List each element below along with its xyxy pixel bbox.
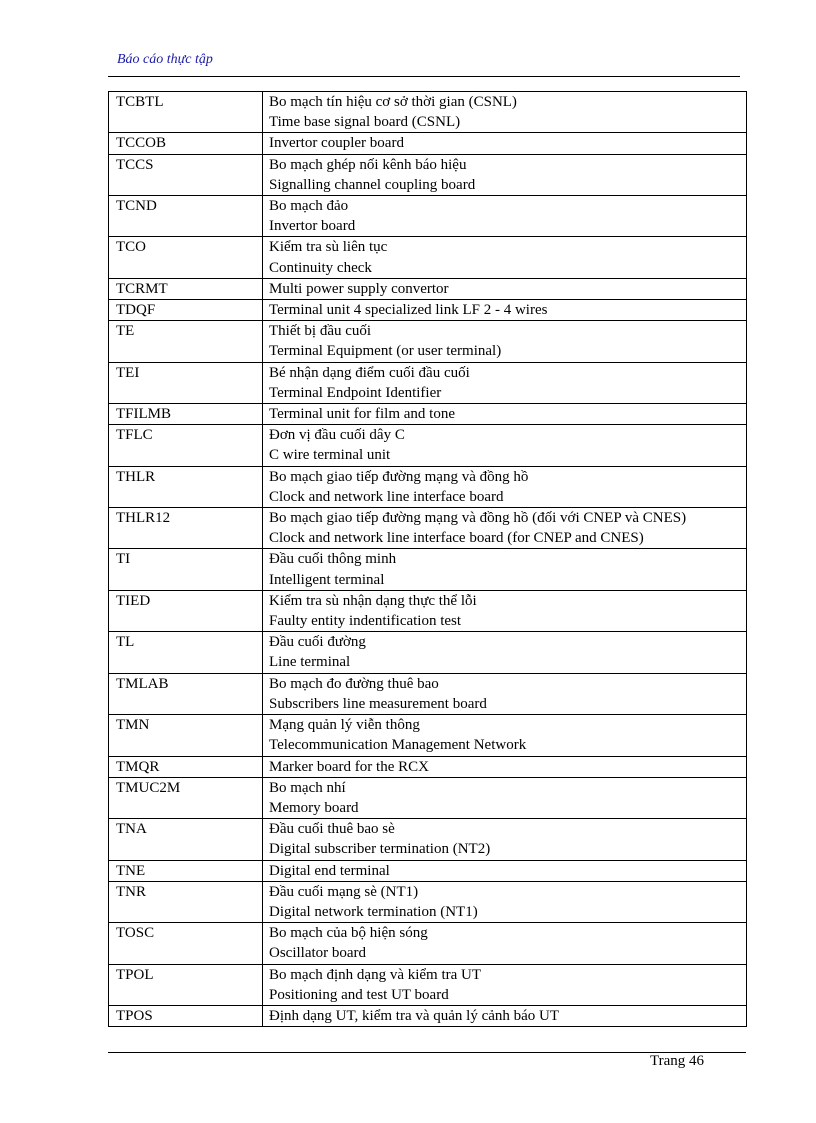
description-cell (263, 92, 747, 133)
abbreviation-cell: TCND (109, 196, 263, 237)
description-cell (263, 362, 747, 403)
table-row (109, 881, 747, 922)
description-line: Bo mạch đảo (269, 198, 349, 215)
description-line: Đầu cuối thông minh (269, 551, 397, 568)
abbreviation-cell: TDQF (109, 300, 263, 321)
description-cell (263, 508, 747, 549)
description-line: Bo mạch nhí (269, 779, 346, 796)
description-line: Subscribers line measurement board (269, 695, 487, 712)
table-row (109, 777, 747, 818)
description-line: Positioning and test UT board (269, 986, 449, 1003)
description-line: Bo mạch của bộ hiện sóng (269, 925, 428, 942)
abbreviation-cell: TCRMT (109, 278, 263, 299)
abbreviation-cell: TL (109, 632, 263, 673)
abbreviation-cell: TEI (109, 362, 263, 403)
description-cell (263, 777, 747, 818)
description-line: Continuity check (269, 259, 372, 276)
description-cell (263, 881, 747, 922)
description-line: Đầu cuối thuê bao sè (269, 821, 395, 838)
description-line: Oscillator board (269, 945, 367, 962)
table-row (109, 590, 747, 631)
description-line: Terminal unit for film and tone (269, 406, 455, 423)
abbreviation-cell: THLR12 (109, 508, 263, 549)
description-line: Invertor board (269, 218, 356, 235)
table-row (109, 404, 747, 425)
table-row (109, 715, 747, 756)
description-line: Signalling channel coupling board (269, 176, 476, 193)
description-cell (263, 133, 747, 154)
table-row (109, 1005, 747, 1026)
description-line: Telecommunication Management Network (269, 737, 527, 754)
description-cell (263, 590, 747, 631)
description-cell (263, 154, 747, 195)
description-line: Đầu cuối đường (269, 634, 366, 651)
abbreviation-cell: TPOL (109, 964, 263, 1005)
description-line: Invertor coupler board (269, 135, 404, 152)
header-title: Báo cáo thực tập (117, 52, 213, 67)
description-line: Mạng quản lý viễn thông (269, 717, 420, 734)
description-cell (263, 278, 747, 299)
table-row (109, 819, 747, 860)
abbreviation-cell: TE (109, 321, 263, 362)
description-line: Intelligent terminal (269, 571, 385, 588)
description-cell (263, 923, 747, 964)
abbreviation-cell: TPOS (109, 1005, 263, 1026)
description-line: Kiểm tra sù nhận dạng thực thể lỗi (269, 592, 477, 609)
table-row (109, 549, 747, 590)
table-row (109, 196, 747, 237)
table-row (109, 133, 747, 154)
abbreviation-cell: THLR (109, 466, 263, 507)
description-line: Multi power supply convertor (269, 280, 449, 297)
description-line: Digital network termination (NT1) (269, 903, 478, 920)
page-number: Trang 46 (650, 1053, 705, 1069)
description-line: Đầu cuối mạng sè (NT1) (269, 883, 419, 900)
description-cell (263, 1005, 747, 1026)
table-row (109, 673, 747, 714)
description-cell (263, 237, 747, 278)
abbreviation-cell: TMQR (109, 756, 263, 777)
description-line: C wire terminal unit (269, 447, 391, 464)
description-line: Time base signal board (CSNL) (269, 114, 461, 131)
abbreviation-cell: TCO (109, 237, 263, 278)
table-row (109, 92, 747, 133)
table-row (109, 278, 747, 299)
description-line: Bé nhận dạng điểm cuối đầu cuối (269, 364, 470, 381)
description-cell (263, 425, 747, 466)
description-cell (263, 466, 747, 507)
description-cell (263, 300, 747, 321)
abbreviation-cell: TMUC2M (109, 777, 263, 818)
description-cell (263, 321, 747, 362)
description-line: Bo mạch định dạng và kiểm tra UT (269, 966, 482, 983)
glossary-table-body (109, 92, 747, 1027)
abbreviation-cell: TMN (109, 715, 263, 756)
table-row (109, 300, 747, 321)
table-row (109, 860, 747, 881)
description-cell (263, 819, 747, 860)
description-line: Digital end terminal (269, 862, 390, 879)
description-line: Terminal unit 4 specialized link LF 2 - 4 wires (269, 302, 548, 319)
table-row (109, 425, 747, 466)
description-line: Faulty entity indentification test (269, 613, 462, 630)
description-cell (263, 196, 747, 237)
description-cell (263, 404, 747, 425)
table-row (109, 321, 747, 362)
glossary-table (108, 91, 747, 1027)
table-row (109, 237, 747, 278)
table-row (109, 964, 747, 1005)
description-line: Kiểm tra sù liên tục (269, 239, 388, 256)
abbreviation-cell: TI (109, 549, 263, 590)
abbreviation-cell: TNR (109, 881, 263, 922)
abbreviation-cell: TNE (109, 860, 263, 881)
description-line: Bo mạch tín hiệu cơ sở thời gian (CSNL) (269, 94, 517, 110)
description-cell (263, 715, 747, 756)
abbreviation-cell: TFLC (109, 425, 263, 466)
abbreviation-cell: TOSC (109, 923, 263, 964)
description-cell (263, 756, 747, 777)
description-line: Bo mạch đo đường thuê bao (269, 675, 439, 692)
table-row (109, 154, 747, 195)
description-line: Terminal Equipment (or user terminal) (269, 343, 502, 360)
description-line: Định dạng UT, kiểm tra và quản lý cảnh báo UT (269, 1007, 560, 1024)
description-line: Clock and network line interface board (for CNEP and CNES) (269, 530, 644, 547)
description-cell (263, 860, 747, 881)
table-row (109, 756, 747, 777)
table-row (109, 362, 747, 403)
header-divider (108, 76, 740, 77)
table-row (109, 508, 747, 549)
table-row (109, 466, 747, 507)
description-line: Thiết bị đầu cuối (269, 323, 372, 340)
description-line: Bo mạch giao tiếp đường mạng và đồng hồ (đối với CNEP và CNES) (269, 510, 687, 527)
description-line: Terminal Endpoint Identifier (269, 384, 442, 401)
abbreviation-cell: TFILMB (109, 404, 263, 425)
description-line: Marker board for the RCX (269, 758, 429, 775)
abbreviation-cell: TCBTL (109, 92, 263, 133)
abbreviation-cell: TCCS (109, 154, 263, 195)
abbreviation-cell: TMLAB (109, 673, 263, 714)
description-cell (263, 964, 747, 1005)
description-line: Digital subscriber termination (NT2) (269, 841, 491, 858)
description-line: Memory board (269, 799, 359, 816)
abbreviation-cell: TCCOB (109, 133, 263, 154)
description-line: Bo mạch ghép nối kênh báo hiệu (269, 156, 467, 173)
table-row (109, 923, 747, 964)
table-row (109, 632, 747, 673)
description-line: Đơn vị đầu cuối dây C (269, 427, 405, 444)
description-cell (263, 549, 747, 590)
description-line: Line terminal (269, 654, 351, 671)
abbreviation-cell: TNA (109, 819, 263, 860)
description-cell (263, 632, 747, 673)
description-line: Bo mạch giao tiếp đường mạng và đồng hồ (269, 468, 529, 485)
abbreviation-cell: TIED (109, 590, 263, 631)
description-cell (263, 673, 747, 714)
description-line: Clock and network line interface board (269, 488, 504, 505)
